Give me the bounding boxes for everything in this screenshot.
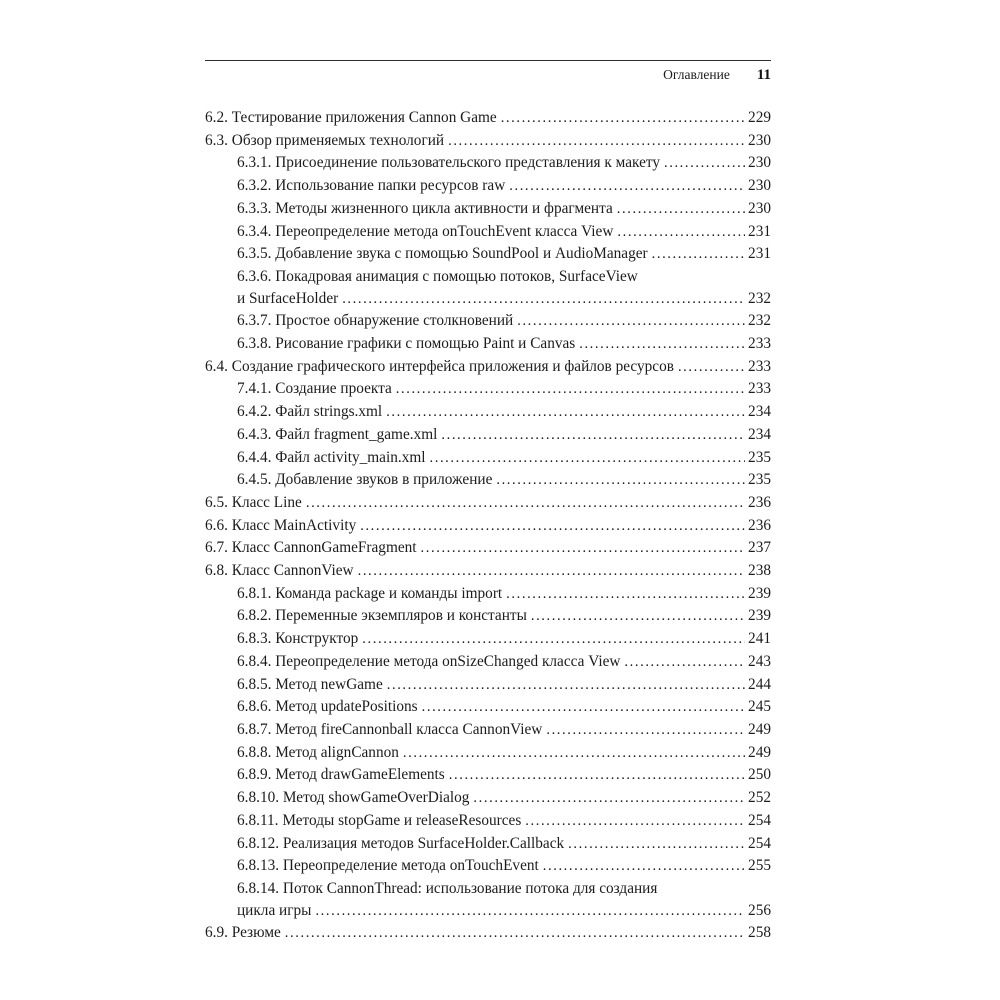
toc-entry[interactable] <box>205 855 771 878</box>
toc-entry-line <box>237 243 771 266</box>
toc-entry-label: 6.3. Обзор применяемых технологий <box>205 131 445 149</box>
toc-entry-label: 6.8.8. Метод alignCannon <box>237 743 399 761</box>
toc-entry-label: 6.3.1. Присоединение пользовательского представления к макету <box>237 154 660 172</box>
toc-entry[interactable] <box>205 696 771 719</box>
toc-entry-label: 6.8.2. Переменные экземпляров и константы <box>237 607 527 625</box>
toc-entry-page: 235 <box>748 471 771 489</box>
toc-entry-line <box>237 833 771 856</box>
toc-entry-line <box>237 469 771 492</box>
toc-entry-line <box>237 605 771 628</box>
toc-entry-page: 236 <box>748 516 771 534</box>
toc-entry-label-line1: 6.3.6. Покадровая анимация с помощью потоков, SurfaceView <box>237 267 638 285</box>
toc-entry-line <box>205 107 771 130</box>
toc-entry-page: 255 <box>748 857 771 875</box>
toc-entry-label: 6.3.5. Добавление звука с помощью SoundPool и AudioManager <box>237 245 648 263</box>
toc-dot-leader <box>531 605 745 628</box>
toc-entry-page: 230 <box>748 177 771 195</box>
toc-entry-line <box>205 356 771 379</box>
toc-entry[interactable] <box>205 447 771 470</box>
toc-entry-page: 244 <box>748 675 771 693</box>
toc-entry-label-line1: 6.8.14. Поток CannonThread: использование потока для создания <box>237 879 658 897</box>
toc-entry[interactable] <box>205 401 771 424</box>
toc-entry[interactable] <box>205 537 771 560</box>
toc-dot-leader <box>473 787 745 810</box>
toc-dot-leader <box>448 130 745 153</box>
toc-list <box>205 107 771 945</box>
toc-entry-page: 254 <box>748 811 771 829</box>
toc-dot-leader <box>396 378 745 401</box>
toc-dot-leader <box>579 333 745 356</box>
toc-entry-line <box>237 221 771 244</box>
toc-entry[interactable] <box>205 674 771 697</box>
toc-entry-page: 239 <box>748 584 771 602</box>
toc-dot-leader <box>386 401 745 424</box>
toc-entry-page: 250 <box>748 766 771 784</box>
toc-entry[interactable] <box>205 243 771 266</box>
toc-entry-label: 6.4.5. Добавление звуков в приложение <box>237 471 493 489</box>
toc-entry-line <box>237 810 771 833</box>
toc-entry-page: 256 <box>748 901 771 919</box>
toc-entry[interactable] <box>205 764 771 787</box>
toc-entry-line <box>237 583 771 606</box>
toc-entry-label: 6.8.4. Переопределение метода onSizeChanged класса View <box>237 652 621 670</box>
toc-dot-leader <box>496 469 745 492</box>
toc-entry-page: 239 <box>748 607 771 625</box>
toc-entry-label: 6.8.5. Метод newGame <box>237 675 383 693</box>
toc-entry-line <box>237 719 771 742</box>
toc-entry-page: 231 <box>748 245 771 263</box>
toc-entry[interactable] <box>205 333 771 356</box>
toc-entry-line <box>237 764 771 787</box>
toc-dot-leader <box>387 674 745 697</box>
toc-entry-line <box>237 674 771 697</box>
toc-entry[interactable] <box>205 515 771 538</box>
toc-entry[interactable] <box>205 356 771 379</box>
toc-entry[interactable] <box>205 605 771 628</box>
toc-entry-line <box>205 537 771 560</box>
toc-entry-line <box>237 787 771 810</box>
toc-entry-line <box>237 651 771 674</box>
toc-entry-line <box>237 696 771 719</box>
toc-dot-leader <box>678 356 745 379</box>
toc-entry-line <box>237 424 771 447</box>
toc-entry-label: 6.8.3. Конструктор <box>237 630 359 648</box>
toc-entry[interactable] <box>205 378 771 401</box>
toc-entry-page: 249 <box>748 743 771 761</box>
toc-entry-line <box>237 378 771 401</box>
toc-dot-leader <box>360 515 745 538</box>
toc-entry-label: 6.2. Тестирование приложения Cannon Game <box>205 109 497 126</box>
toc-entry[interactable] <box>205 469 771 492</box>
toc-entry-line <box>205 922 771 945</box>
toc-entry-line <box>237 175 771 198</box>
running-head-page-number: 11 <box>756 67 771 83</box>
toc-entry-label: 6.4. Создание графического интерфейса приложения и файлов ресурсов <box>205 357 674 375</box>
toc-dot-leader <box>664 152 745 175</box>
toc-dot-leader <box>543 855 745 878</box>
toc-entry-page: 234 <box>748 425 771 443</box>
toc-entry-label: 6.3.4. Переопределение метода onTouchEvent класса View <box>237 222 614 240</box>
toc-entry-label: 6.3.3. Методы жизненного цикла активности и фрагмента <box>237 199 613 217</box>
toc-entry-page: 233 <box>748 380 771 398</box>
toc-dot-leader <box>421 537 746 560</box>
toc-entry-label: 6.8.11. Методы stopGame и releaseResources <box>237 811 522 829</box>
toc-entry-label: 6.3.8. Рисование графики с помощью Paint и Canvas <box>237 335 576 353</box>
toc-dot-leader <box>546 719 745 742</box>
toc-entry-line <box>237 855 771 878</box>
toc-entry-page: 245 <box>748 698 771 716</box>
page-content <box>205 60 771 945</box>
toc-entry[interactable] <box>205 221 771 244</box>
toc-dot-leader <box>306 492 745 515</box>
toc-dot-leader <box>509 175 745 198</box>
toc-entry-page: 234 <box>748 403 771 421</box>
toc-entry-page: 241 <box>748 630 771 648</box>
toc-entry-label: 6.4.4. Файл activity_main.xml <box>237 448 426 466</box>
toc-entry-page: 230 <box>748 154 771 172</box>
toc-dot-leader <box>568 833 745 856</box>
toc-entry-label: 6.3.7. Простое обнаружение столкновений <box>237 312 514 330</box>
toc-entry[interactable] <box>205 130 771 153</box>
toc-entry[interactable] <box>205 922 771 945</box>
toc-dot-leader <box>517 310 745 333</box>
toc-dot-leader <box>422 696 745 719</box>
toc-entry-label: 6.8.7. Метод fireCannonball класса CannonView <box>237 720 543 738</box>
toc-entry-label: 6.7. Класс CannonGameFragment <box>205 539 417 557</box>
toc-entry-line <box>237 401 771 424</box>
toc-entry-page: 232 <box>748 289 771 307</box>
toc-entry-line <box>205 492 771 515</box>
toc-entry[interactable] <box>205 651 771 674</box>
toc-entry-label: цикла игры <box>237 901 312 919</box>
toc-dot-leader <box>501 107 745 130</box>
toc-entry-line <box>237 628 771 651</box>
toc-entry[interactable] <box>205 492 771 515</box>
toc-entry-label: 6.5. Класс Line <box>205 493 302 511</box>
toc-dot-leader <box>342 288 745 311</box>
toc-dot-leader <box>449 764 745 787</box>
toc-entry-page: 243 <box>748 652 771 670</box>
toc-entry[interactable] <box>205 878 771 922</box>
toc-entry-label: 6.4.2. Файл strings.xml <box>237 403 383 421</box>
toc-entry[interactable] <box>205 628 771 651</box>
toc-dot-leader <box>441 424 745 447</box>
toc-entry-label: 6.9. Резюме <box>205 924 281 942</box>
toc-entry-line <box>237 900 771 923</box>
toc-entry-page: 235 <box>748 448 771 466</box>
toc-entry[interactable] <box>205 810 771 833</box>
toc-entry-line <box>237 198 771 221</box>
toc-entry-label: 6.8. Класс CannonView <box>205 562 354 580</box>
toc-entry[interactable] <box>205 107 771 130</box>
toc-entry-page: 230 <box>748 199 771 217</box>
toc-entry-page: 229 <box>748 109 771 126</box>
toc-entry-line <box>237 310 771 333</box>
toc-dot-leader <box>315 900 745 923</box>
toc-entry-label: 6.8.6. Метод updatePositions <box>237 698 418 716</box>
toc-dot-leader <box>617 221 745 244</box>
toc-entry-line <box>237 288 771 311</box>
toc-entry-page: 258 <box>748 924 771 942</box>
toc-entry-label: 6.3.2. Использование папки ресурсов raw <box>237 177 506 195</box>
running-head <box>205 60 771 84</box>
toc-entry-page: 230 <box>748 131 771 149</box>
toc-dot-leader <box>362 628 745 651</box>
toc-entry[interactable] <box>205 175 771 198</box>
toc-entry-label: 6.8.12. Реализация методов SurfaceHolder.Callback <box>237 834 565 852</box>
toc-dot-leader <box>403 742 745 765</box>
toc-entry-line <box>205 515 771 538</box>
toc-entry[interactable] <box>205 560 771 583</box>
toc-entry-line <box>205 560 771 583</box>
toc-entry[interactable] <box>205 833 771 856</box>
toc-entry-page: 237 <box>748 539 771 557</box>
toc-entry[interactable] <box>205 310 771 333</box>
toc-entry-page: 252 <box>748 789 771 807</box>
toc-entry-label: 6.4.3. Файл fragment_game.xml <box>237 425 438 443</box>
toc-dot-leader <box>624 651 745 674</box>
toc-entry-line <box>237 152 771 175</box>
toc-entry-page: 254 <box>748 834 771 852</box>
toc-entry-page: 231 <box>748 222 771 240</box>
toc-dot-leader <box>652 243 745 266</box>
toc-entry-page: 232 <box>748 312 771 330</box>
toc-entry[interactable] <box>205 719 771 742</box>
toc-dot-leader <box>430 447 746 470</box>
toc-dot-leader <box>617 198 745 221</box>
toc-entry-page: 249 <box>748 720 771 738</box>
toc-entry[interactable] <box>205 152 771 175</box>
toc-entry[interactable] <box>205 787 771 810</box>
toc-entry-line <box>237 447 771 470</box>
toc-entry[interactable] <box>205 742 771 765</box>
toc-entry-label: 6.8.10. Метод showGameOverDialog <box>237 789 470 807</box>
toc-entry-line <box>237 742 771 765</box>
running-head-title: Оглавление <box>663 67 730 82</box>
toc-entry-label: 6.6. Класс MainActivity <box>205 516 357 534</box>
toc-dot-leader <box>285 922 745 945</box>
toc-dot-leader <box>358 560 745 583</box>
toc-entry-label: 6.8.13. Переопределение метода onTouchEvent <box>237 857 539 875</box>
toc-entry-page: 233 <box>748 335 771 353</box>
toc-entry-label: и SurfaceHolder <box>237 289 339 307</box>
toc-entry-line <box>205 130 771 153</box>
toc-entry-page: 233 <box>748 357 771 375</box>
toc-entry-label: 6.8.9. Метод drawGameElements <box>237 766 445 784</box>
toc-entry-label: 6.8.1. Команда package и команды import <box>237 584 503 602</box>
toc-entry[interactable] <box>205 266 771 310</box>
toc-entry-line <box>237 333 771 356</box>
toc-entry[interactable] <box>205 424 771 447</box>
toc-dot-leader <box>506 583 745 606</box>
toc-dot-leader <box>525 810 745 833</box>
toc-entry[interactable] <box>205 198 771 221</box>
toc-entry-page: 238 <box>748 562 771 580</box>
toc-entry[interactable] <box>205 583 771 606</box>
toc-entry-label: 7.4.1. Создание проекта <box>237 380 392 398</box>
toc-entry-page: 236 <box>748 493 771 511</box>
